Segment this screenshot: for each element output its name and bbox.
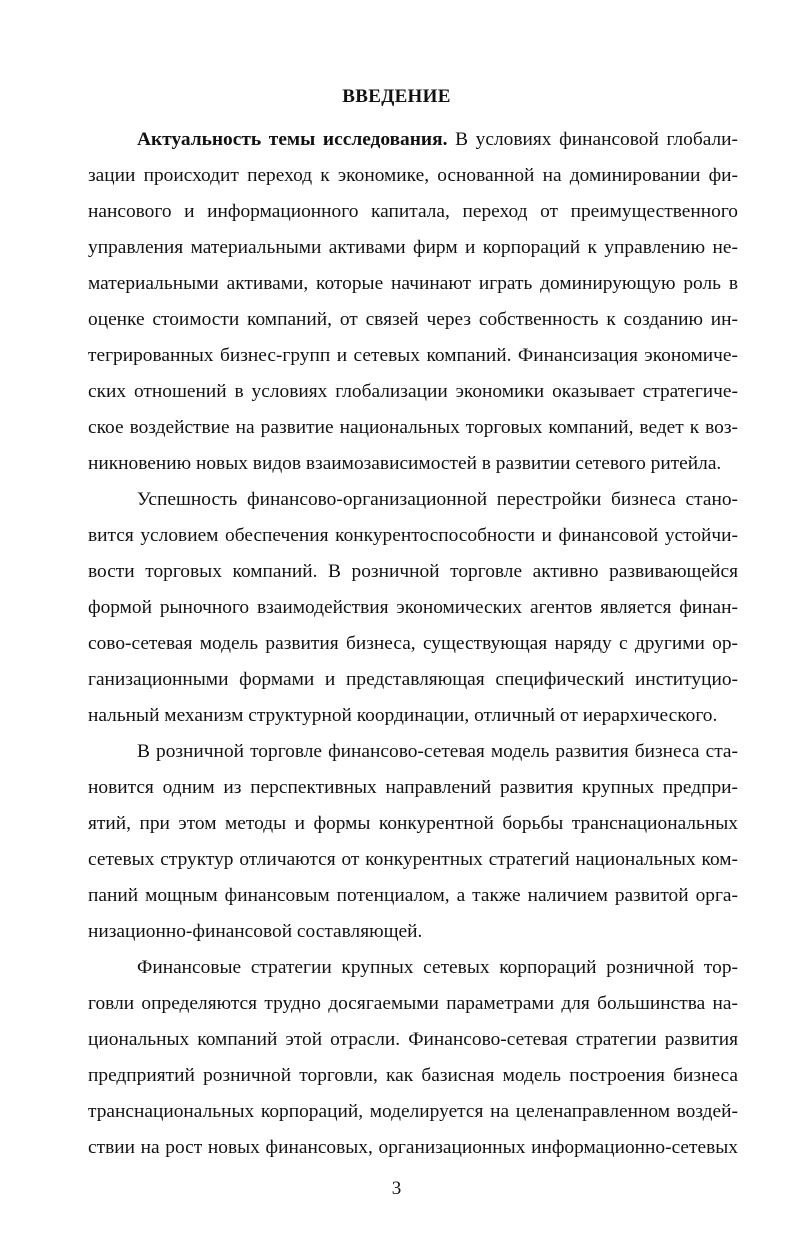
paragraph-2-line-4: формой рыночного взаимодействия экономических агентов является финан- <box>88 597 738 618</box>
paragraph-2-line-6: ганизационными формами и представляющая специфический институцио- <box>88 669 738 690</box>
paragraph-2-line-1: Успешность финансово-организационной перестройки бизнеса стано- <box>137 489 738 510</box>
section-title: ВВЕДЕНИЕ <box>342 86 451 107</box>
paragraph-2-line-5: сово-сетевая модель развития бизнеса, существующая наряду с другими ор- <box>88 633 738 654</box>
paragraph-1-line-2: зации происходит переход к экономике, основанной на доминировании фи- <box>88 165 738 186</box>
paragraph-3-line-3: ятий, при этом методы и формы конкурентной борьбы транснациональных <box>88 813 738 834</box>
paragraph-3-line-2: новится одним из перспективных направлений развития крупных предпри- <box>88 777 738 798</box>
paragraph-1-line-6: оценке стоимости компаний, от связей через собственность к созданию ин- <box>88 309 738 330</box>
paragraph-4-line-2: говли определяются трудно досягаемыми параметрами для большинства на- <box>88 993 738 1014</box>
paragraph-1-line-8: ских отношений в условиях глобализации экономики оказывает стратегиче- <box>88 381 738 402</box>
paragraph-4-line-6: ствии на рост новых финансовых, организационных информационно-сетевых <box>88 1137 738 1158</box>
paragraph-1-line-1 <box>137 128 738 152</box>
paragraph-lead-heading: Актуальность темы исследования. <box>137 129 448 150</box>
paragraph-1-line-10: никновению новых видов взаимозависимостей в развитии сетевого ритейла. <box>88 453 722 474</box>
paragraph-2-line-7: нальный механизм структурной координации, отличный от иерархического. <box>88 705 718 726</box>
paragraph-1-line-5: материальными активами, которые начинают играть доминирующую роль в <box>88 273 738 294</box>
paragraph-1-line-7: тегрированных бизнес-групп и сетевых компаний. Финансизация экономиче- <box>88 345 738 366</box>
page-number: 3 <box>391 1178 402 1199</box>
paragraph-1-line-4: управления материальными активами фирм и корпораций к управлению не- <box>88 237 738 258</box>
paragraph-4-line-1: Финансовые стратегии крупных сетевых корпораций розничной тор- <box>137 957 738 978</box>
paragraph-3-line-5: паний мощным финансовым потенциалом, а также наличием развитой орга- <box>88 885 738 906</box>
paragraph-4-line-3: циональных компаний этой отрасли. Финансово-сетевая стратегии развития <box>88 1029 738 1050</box>
paragraph-3-line-1: В розничной торговле финансово-сетевая модель развития бизнеса ста- <box>137 741 738 762</box>
paragraph-1-line-3: нансового и информационного капитала, переход от преимущественного <box>88 201 738 222</box>
paragraph-4-line-4: предприятий розничной торговли, как базисная модель построения бизнеса <box>88 1065 738 1086</box>
paragraph-2-line-2: вится условием обеспечения конкурентоспособности и финансовой устойчи- <box>88 525 738 546</box>
paragraph-4-line-5: транснациональных корпораций, моделируется на целенаправленном воздей- <box>88 1101 738 1122</box>
paragraph-1-line-1-rest: В условиях финансовой глобали- <box>447 129 738 150</box>
paragraph-3-line-6: низационно-финансовой составляющей. <box>88 921 423 942</box>
paragraph-3-line-4: сетевых структур отличаются от конкурентных стратегий национальных ком- <box>88 849 738 870</box>
paragraph-1-line-9: ское воздействие на развитие национальных торговых компаний, ведет к воз- <box>88 417 738 438</box>
paragraph-2-line-3: вости торговых компаний. В розничной торговле активно развивающейся <box>88 561 738 582</box>
